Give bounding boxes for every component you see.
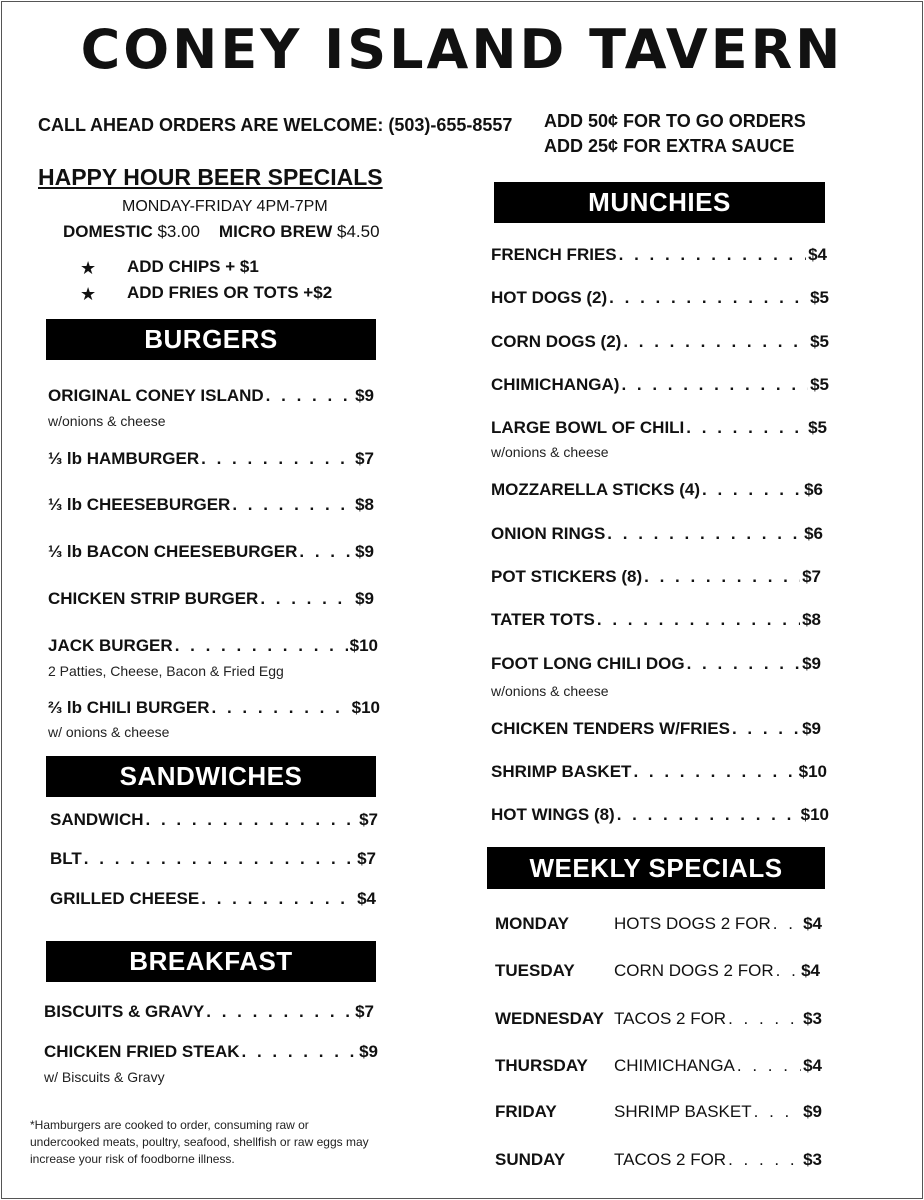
addon-chips: ADD CHIPS + $1 [127, 257, 259, 276]
item-description: w/ Biscuits & Gravy [44, 1069, 165, 1085]
item-description: 2 Patties, Cheese, Bacon & Fried Egg [48, 663, 284, 679]
menu-item: POT STICKERS (8) . . . $7 [491, 567, 821, 587]
weekly-specials-header: WEEKLY SPECIALS [487, 847, 825, 889]
happy-hour-title: HAPPY HOUR BEER SPECIALS [38, 164, 383, 190]
menu-item: SANDWICH . . . $7 [50, 810, 378, 830]
menu-item: ⅔ lb CHILI BURGER . . . $10 [48, 698, 380, 718]
weekly-special-item: TACOS 2 FOR . . . $3 [614, 1150, 822, 1170]
weekly-day: SUNDAY [495, 1150, 566, 1169]
weekly-day: TUESDAY [495, 961, 575, 980]
menu-item: LARGE BOWL OF CHILI . . . $5 [491, 418, 827, 438]
menu-item: BLT . . . $7 [50, 849, 376, 869]
item-description: w/onions & cheese [491, 683, 609, 699]
menu-item: CHIMICHANGA) . . . $5 [491, 375, 829, 395]
addon-fries-tots: ADD FRIES OR TOTS +$2 [127, 283, 333, 302]
item-description: w/onions & cheese [48, 413, 166, 429]
menu-item: CHICKEN TENDERS W/FRIES . . . $9 [491, 719, 821, 739]
weekly-special-item: SHRIMP BASKET . . . $9 [614, 1102, 822, 1122]
item-description: w/ onions & cheese [48, 724, 170, 740]
menu-item: SHRIMP BASKET . . . $10 [491, 762, 827, 782]
weekly-special-item: TACOS 2 FOR . . . $3 [614, 1009, 822, 1029]
weekly-special-item: HOTS DOGS 2 FOR . . . $4 [614, 914, 822, 934]
menu-item: ONION RINGS . . . $6 [491, 524, 823, 544]
menu-item: CHICKEN FRIED STEAK . . . $9 [44, 1042, 378, 1062]
micro-brew-price: $4.50 [336, 222, 380, 241]
happy-hour-days: MONDAY-FRIDAY 4PM-7PM [122, 198, 328, 215]
sandwiches-header: SANDWICHES [46, 756, 376, 797]
menu-item: BISCUITS & GRAVY . . . $7 [44, 1002, 374, 1022]
weekly-special-item: CORN DOGS 2 FOR . . . $4 [614, 961, 820, 981]
breakfast-header: BREAKFAST [46, 941, 376, 982]
weekly-day: THURSDAY [495, 1056, 588, 1075]
menu-item: HOT DOGS (2) . . . $5 [491, 288, 829, 308]
menu-item: ⅓ lb CHEESEBURGER . . . $8 [48, 495, 374, 515]
menu-item: ⅓ lb HAMBURGER . . . $7 [48, 449, 374, 469]
burgers-header: BURGERS [46, 319, 376, 360]
weekly-day: MONDAY [495, 914, 569, 933]
menu-item: ORIGINAL CONEY ISLAND . . . $9 [48, 386, 374, 406]
food-safety-disclaimer: *Hamburgers are cooked to order, consuming raw or undercooked meats, poultry, seafood, shellfish or raw eggs may increase your risk of foodborne illness. [30, 1118, 369, 1166]
item-description: w/onions & cheese [491, 444, 609, 460]
menu-item: HOT WINGS (8) . . . $10 [491, 805, 829, 825]
menu-item: FRENCH FRIES . . . $4 [491, 245, 827, 265]
domestic-label: DOMESTIC [63, 222, 153, 241]
menu-item: CORN DOGS (2) . . . $5 [491, 332, 829, 352]
menu-title: CONEY ISLAND TAVERN [80, 18, 844, 81]
menu-item: JACK BURGER . . . $10 [48, 636, 378, 656]
happy-hour-prices [63, 222, 380, 242]
menu-item: TATER TOTS . . . $8 [491, 610, 821, 630]
star-icon: ★ [80, 284, 97, 304]
munchies-header: MUNCHIES [494, 182, 825, 223]
to-go-note: ADD 50¢ FOR TO GO ORDERS [544, 111, 806, 131]
star-icon: ★ [80, 258, 97, 278]
menu-item: GRILLED CHEESE . . . $4 [50, 889, 376, 909]
micro-brew-label: MICRO BREW [218, 222, 333, 241]
extra-sauce-note: ADD 25¢ FOR EXTRA SAUCE [544, 136, 795, 156]
weekly-day: WEDNESDAY [495, 1009, 604, 1028]
menu-item: ⅓ lb BACON CHEESEBURGER . . . $9 [48, 542, 374, 562]
weekly-special-item: CHIMICHANGA . . . $4 [614, 1056, 822, 1076]
menu-item: FOOT LONG CHILI DOG . . . $9 [491, 654, 821, 674]
call-ahead-text: CALL AHEAD ORDERS ARE WELCOME: (503)-655-8557 [38, 115, 513, 135]
menu-item: MOZZARELLA STICKS (4) . . . $6 [491, 480, 823, 500]
menu-item: CHICKEN STRIP BURGER . . . $9 [48, 589, 374, 609]
weekly-day: FRIDAY [495, 1102, 557, 1121]
domestic-price: $3.00 [157, 222, 201, 241]
